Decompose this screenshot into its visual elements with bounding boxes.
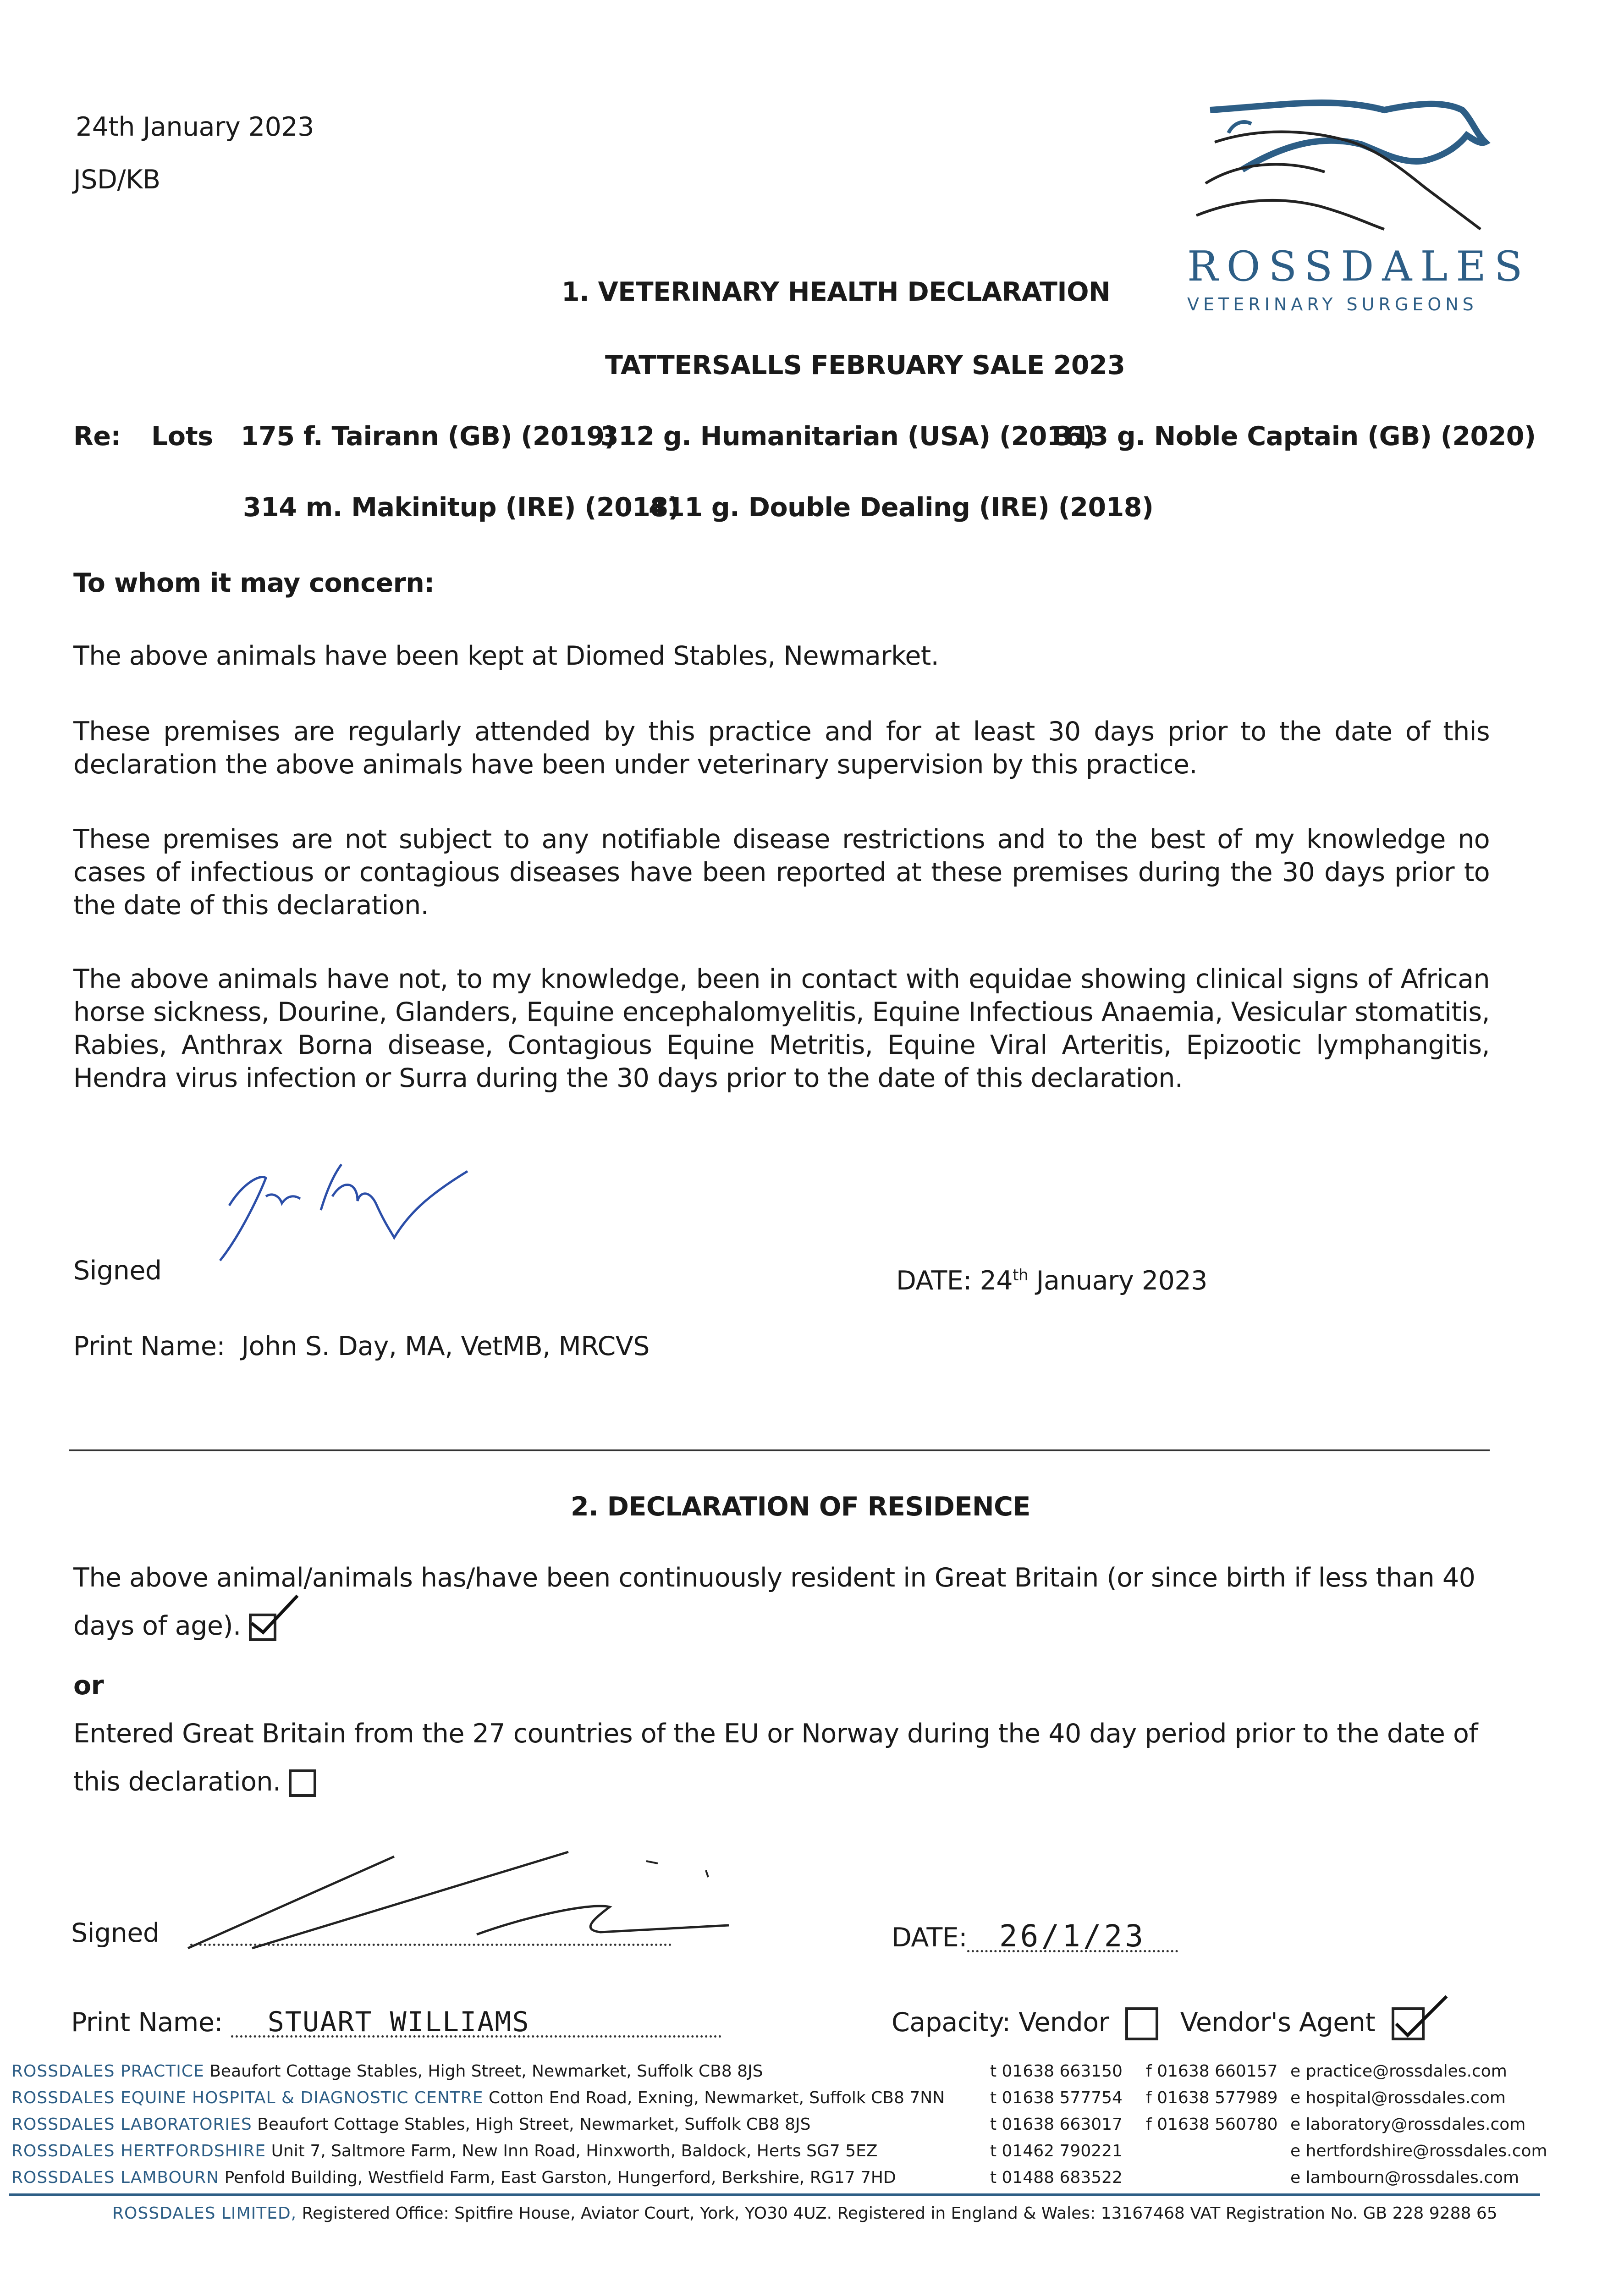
signed-label: Signed [71, 1918, 160, 1948]
capacity-label: Capacity: Vendor [892, 2007, 1109, 2038]
footer-office-row: ROSSDALES EQUINE HOSPITAL & DIAGNOSTIC CENTRE Cotton End Road, Exning, Newmarket, Suffolk CB8 7NN t 01638 577754 f 01638 577989 e hospital@rossdales.com [11, 2088, 1506, 2107]
footer-offices [11, 2058, 1561, 2191]
residence-option1 [73, 1609, 276, 1643]
residence-checkbox-2[interactable] [289, 1769, 316, 1797]
lot-item: 175 f. Tairann (GB) (2019) [241, 421, 617, 452]
paragraph: These premises are not subject to any notifiable disease restrictions and to the best of my knowledge no cases of infectious or contagious diseases have been reported at these premises during the 30 days prior to the date of this declaration. [73, 824, 1490, 920]
lot-item: 314 m. Makinitup (IRE) (2018) [243, 492, 680, 523]
rossdales-logo [1187, 92, 1531, 330]
vendor-signature [179, 1838, 756, 1957]
paragraph: The above animals have been kept at Diomed Stables, Newmarket. [73, 641, 939, 671]
lots-label: Lots [151, 421, 213, 452]
residence-option2-line1: Entered Great Britain from the 27 countries of the EU or Norway during the 40 day period prior to the date of [73, 1719, 1478, 1749]
re-label: Re: [73, 421, 121, 452]
paragraph: The above animals have not, to my knowledge, been in contact with equidae showing clinical signs of African horse sickness, Dourine, Glanders, Equine encephalomyelitis, Equine Infectious Anaemia, Vesicular stomatitis, Rabies, Anthrax Borna disease, Contagious Equine Metritis, Equine Viral Arteritis, Epizootic lymphangitis, Hendra virus infection or Surra during the 30 days prior to the date of this declaration. [73, 964, 1490, 1093]
residence-option2-line2: this declaration. [73, 1767, 281, 1797]
lot-item: 313 g. Noble Captain (GB) (2020) [1054, 421, 1536, 452]
horse-logo-icon [1187, 92, 1508, 243]
signed-label: Signed [73, 1256, 162, 1286]
vet-print-name: Print Name: John S. Day, MA, VetMB, MRCVS [73, 1331, 650, 1361]
salutation: To whom it may concern: [73, 568, 435, 598]
agent-label: Vendor's Agent [1180, 2007, 1376, 2038]
footer-office-row: ROSSDALES PRACTICE Beaufort Cottage Stables, High Street, Newmarket, Suffolk CB8 8JS t 01638 663150 f 01638 660157 e practice@rossdales.com [11, 2062, 1507, 2081]
footer-office-row: ROSSDALES LABORATORIES Beaufort Cottage Stables, High Street, Newmarket, Suffolk CB8 8JS t 01638 663017 f 01638 560780 e laboratory@rossdales.com [11, 2115, 1526, 2134]
letter-reference: JSD/KB [73, 165, 160, 195]
section2-heading: 2. DECLARATION OF RESIDENCE [571, 1492, 1030, 1522]
vendor-print-name: Print Name: STUART WILLIAMS [71, 2006, 721, 2039]
section1-subheading: TATTERSALLS FEBRUARY SALE 2023 [605, 350, 1125, 380]
capacity-row [892, 2006, 1425, 2040]
vendor-agent-checkbox[interactable] [1392, 2007, 1425, 2040]
check-mark-icon [247, 1591, 302, 1642]
vet-signature [211, 1146, 495, 1265]
lot-item: 312 g. Humanitarian (USA) (2016) [600, 421, 1095, 452]
vet-date: DATE: 24th January 2023 [896, 1266, 1207, 1296]
paragraph: These premises are regularly attended by this practice and for at least 30 days prior to the date of this declaration the above animals have been under veterinary supervision by this practice. [73, 716, 1490, 780]
or-label: or [73, 1670, 104, 1701]
footer-office-row: ROSSDALES LAMBOURN Penfold Building, Westfield Farm, East Garston, Hungerford, Berkshire, RG17 7HD t 01488 683522 e lambourn@rossdales.com [11, 2168, 1519, 2187]
residence-checkbox-1[interactable] [249, 1614, 276, 1641]
logo-subtitle: VETERINARY SURGEONS [1187, 294, 1478, 314]
vendor-date: DATE: 26/1/23 [892, 1921, 1178, 1955]
footer-registration: ROSSDALES LIMITED, Registered Office: Spitfire House, Aviator Court, York, YO30 4UZ. Registered in England & Wales: 13167468 VAT Registration No. GB 228 9288 65 [112, 2204, 1497, 2223]
section1-heading: 1. VETERINARY HEALTH DECLARATION [562, 277, 1111, 307]
vendor-print-name-value: STUART WILLIAMS [231, 2009, 721, 2038]
residence-option1-line2: days of age). [73, 1611, 241, 1641]
lot-item: 411 g. Double Dealing (IRE) (2018) [649, 492, 1154, 523]
section-divider [69, 1449, 1490, 1451]
logo-name: ROSSDALES [1187, 242, 1531, 291]
vendor-date-value: 26/1/23 [967, 1923, 1178, 1952]
footer-rule [9, 2193, 1540, 2196]
residence-option2 [73, 1765, 316, 1799]
check-mark-icon [1392, 1992, 1451, 2047]
letter-date: 24th January 2023 [76, 112, 314, 142]
vendor-checkbox[interactable] [1125, 2007, 1158, 2040]
footer-office-row: ROSSDALES HERTFORDSHIRE Unit 7, Saltmore Farm, New Inn Road, Hinxworth, Baldock, Herts SG7 5EZ t 01462 790221 e hertfordshire@rossdales.com [11, 2142, 1547, 2160]
residence-option1-line1: The above animal/animals has/have been continuously resident in Great Britain (or since birth if less than 40 [73, 1563, 1475, 1593]
